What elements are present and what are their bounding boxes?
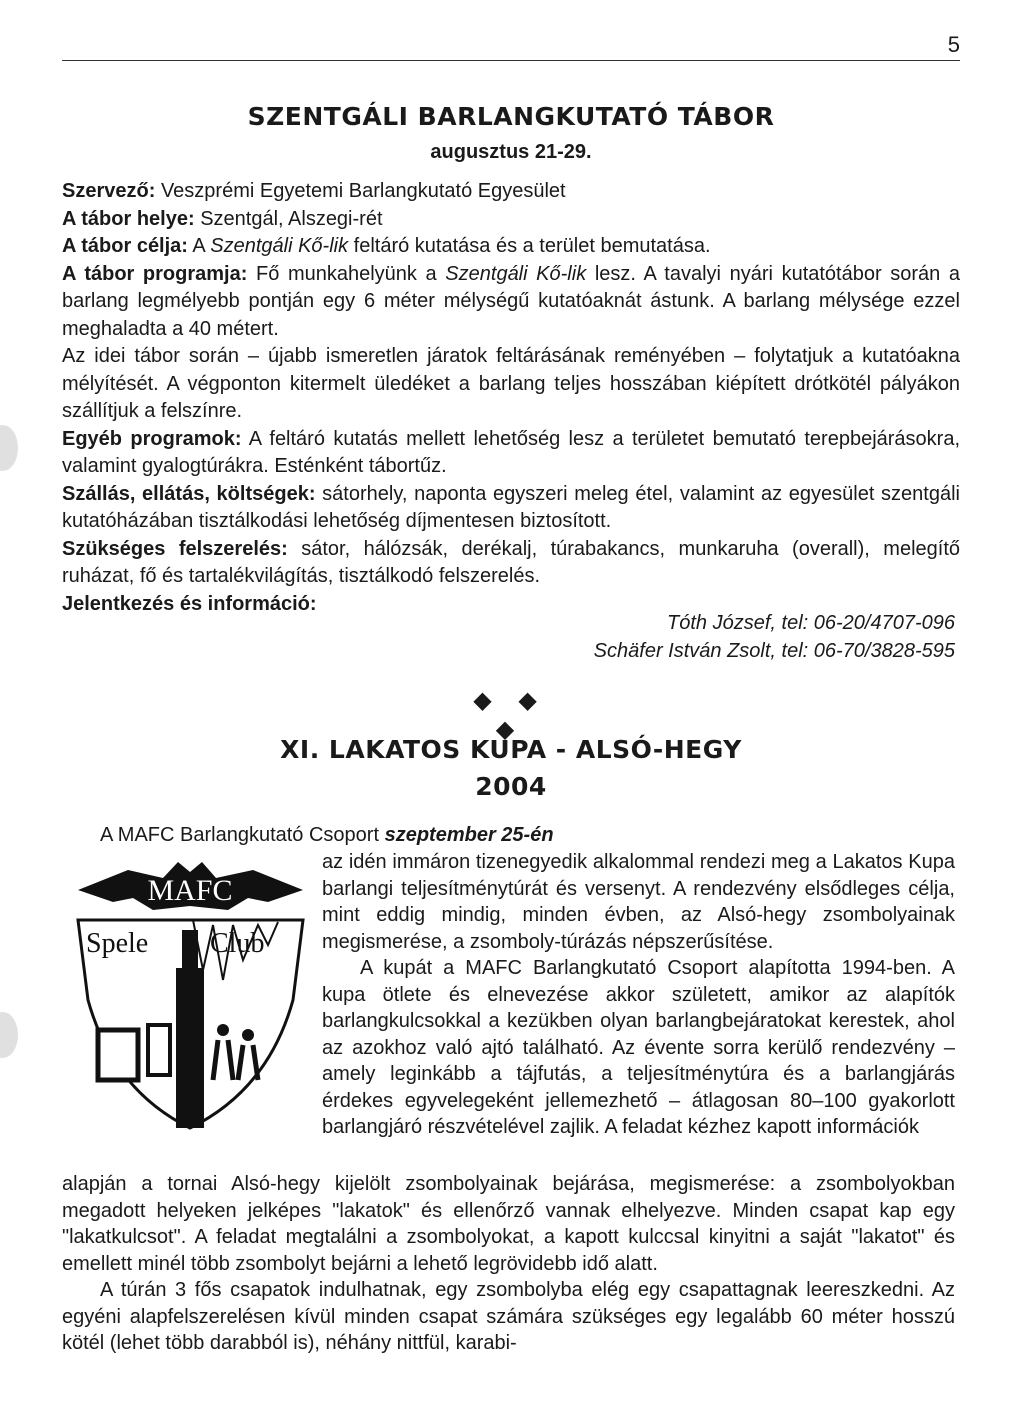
logo-hikers [213,1040,258,1080]
kupa-wrapped-text [322,849,955,1141]
other-label: Egyéb programok: [62,427,242,450]
logo-hiker-head [217,1024,229,1036]
header-rule [62,60,960,61]
goal-label: A tábor célja: [62,235,188,257]
logo-top-text: MAFC [147,874,233,907]
kupa-p2-full: alapján a tornai Alsó-hegy kijelölt zsombolyainak bejárása, megismerése: a zsombolyokban megadott helyeken jelképes "lakatok" és ellenőrző vannak elhelyezve. Minden csapat kap egy "lakatkulcsot". A feladat megtalálni a zsombolyokat, a kapott kulccsal kinyitni a saját "lakatot" és emellett minél több zsombolyt bejárni a lehető legrövidebb idő alatt. [62,1173,955,1275]
punch-hole [0,1012,18,1058]
kupa-p1-first [62,822,955,849]
contact-1: Tóth József, tel: 06-20/4707-096 [667,612,955,634]
goal-line [62,233,960,261]
logo-right-text: Club [210,928,265,959]
program-para2: Az idei tábor során – újabb ismeretlen járatok feltárásának reményében – folytatjuk a kutatóakna mélyítését. A végponton kitermelt üledéket a barlang teljes hosszában kiépített drótkötél pályákon szállítjuk a felszínre. [62,345,960,422]
logo-left-text: Spele [86,928,149,959]
other-value: A feltáró kutatás mellett lehetőség lesz a területet bemutató terepbejárásokra, valamint gyalogtúrákra. Esténként tábortűz. [62,427,961,477]
organizer-value: Veszprémi Egyetemi Barlangkutató Egyesület [160,180,566,202]
kupa-intro [62,822,955,849]
equipment-label: Szükséges felszerelés: [62,537,288,560]
other-line [62,426,960,481]
program-pre: Fő munkahelyünk a [256,262,437,285]
camp-title: SZENTGÁLI BARLANGKUTATÓ TÁBOR [247,102,775,131]
page-number: 5 [947,32,960,57]
kupa-p3: A túrán 3 fős csapatok indulhatnak, egy zsombolyba elég egy csapattagnak leereszkedni. Az egyéni alapfelszerelésen kívül minden csapat számára szükséges egy legalább 60 méter hosszú kötél (lehet több darabból is), néhány nittfül, karabi- [62,1279,955,1354]
equipment-line [62,536,960,591]
lodging-label: Szállás, ellátás, költségek: [62,482,316,505]
program-label: A tábor programja: [62,262,248,285]
logo-bottle [176,968,204,1128]
contact-label: Jelentkezés és információ: [62,592,317,615]
equipment-value: sátor, hálózsák, derékalj, túrabakancs, munkaruha (overall), melegítő ruházat, fő és tartalékvilágítás, tisztálkodó felszerelés. [62,537,960,587]
punch-hole [0,425,18,471]
lodging-line [62,481,960,536]
diamond-separator: ◆ ◆ ◆ [473,687,547,743]
p1-pre: A MAFC Barlangkutató Csoport [100,824,380,846]
goal-cave: Szentgáli Kő-lik [210,235,349,257]
goal-pre: A [192,235,205,257]
program-line [62,261,960,344]
place-value: Szentgál, Alszegi-rét [200,207,383,230]
kupa-full-text [62,1171,955,1357]
logo-small-box [148,1025,170,1075]
logo-hiker-head [242,1029,254,1041]
kupa-year: 2004 [475,772,547,801]
goal-post: feltáró kutatása és a terület bemutatása. [353,235,711,257]
organizer-label: Szervező: [62,180,156,202]
organizer-line [62,178,960,206]
program-cave: Szentgáli Kő-lik [445,262,587,285]
kupa-p2-wrap: A kupát a MAFC Barlangkutató Csoport alapította 1994-ben. A kupa ötlete és elnevezése akkor született, amikor az alapítók barlangkulcsokkal a kezükben olyan barlangbejáratokat kerestek, ahol az azokhoz való ajtó található. Az évente sorra kerülő rendezvény – amely leginkább a tájfutás, a teljesítménytúra és a barlangjárás érdekes egyvelegeként jellemezhető – átlagosan 80–100 gyakorlott barlangjáró részvételével zajlik. A feladat kézhez kapott információk [322,957,955,1138]
kupa-title: XI. LAKATOS KUPA - ALSÓ-HEGY [280,735,742,764]
kupa-p1-rest: az idén immáron tizenegyedik alkalommal rendezi meg a Lakatos Kupa barlangi teljesítménytúrát és versenyt. A rendezvény elsődleges célja, mint eddig mindig, minden évben, az Alsó-hegy zsombolyainak megismerése, a zsomboly-túrázás népszerűsítése. [322,851,955,953]
logo-box [98,1030,138,1080]
program-post: lesz. A tavalyi nyári kutatótábor során a barlang legmélyebb pontján egy 6 méter mélységű kutatóaknát ástunk. A barlang mélysége ezzel meghaladta a 40 métert. [62,262,961,340]
place-line [62,206,960,234]
p1-date: szeptember 25-én [384,824,554,846]
lodging-value: sátorhely, naponta egyszeri meleg étel, valamint az egyesület szentgáli kutatóházában tisztálkodási lehetőség díjmentesen biztosított. [62,482,960,532]
mafc-speleo-club-logo [68,850,313,1130]
camp-dates: augusztus 21-29. [430,141,592,163]
camp-details [62,178,960,618]
logo-bottle-neck [182,930,198,970]
place-label: A tábor helye: [62,207,195,230]
contact-2: Schäfer István Zsolt, tel: 06-70/3828-595 [593,640,955,662]
